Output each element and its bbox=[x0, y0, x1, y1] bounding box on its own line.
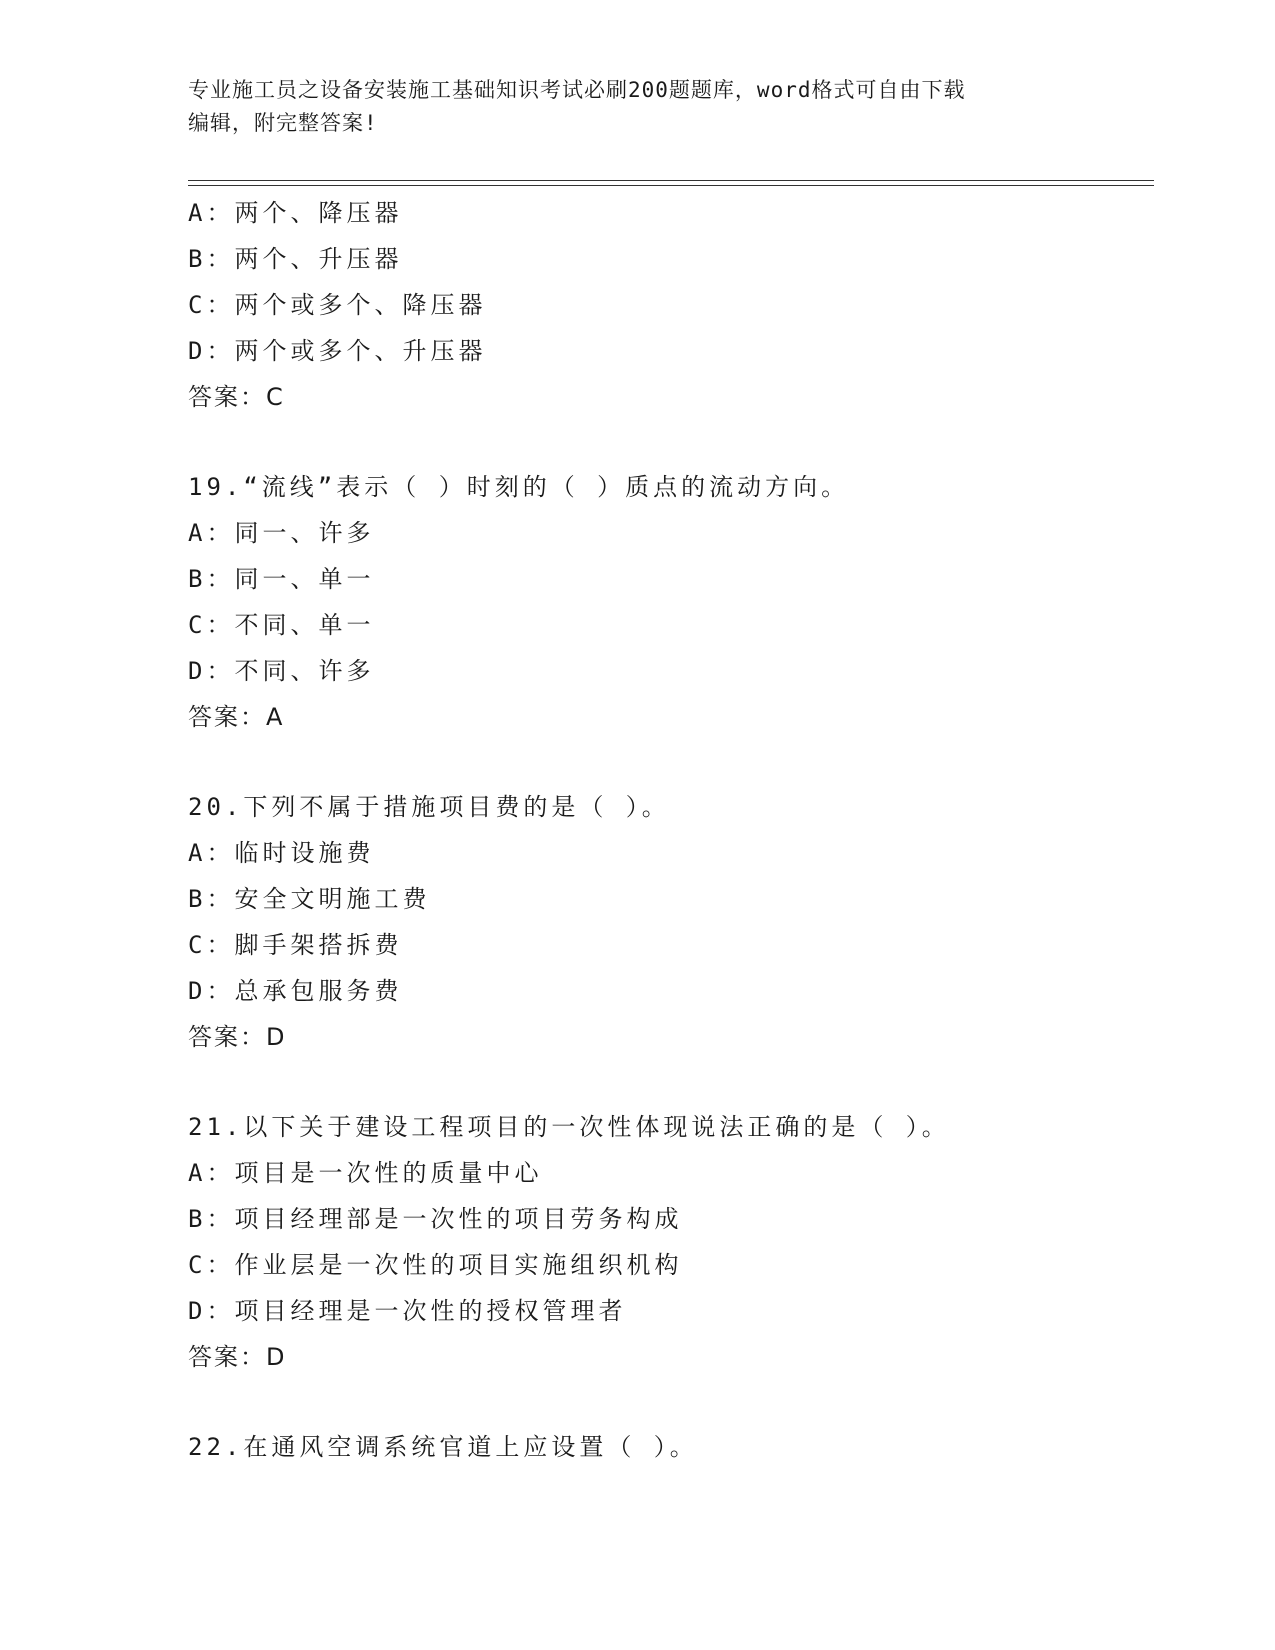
option-b: B：项目经理部是一次性的项目劳务构成 bbox=[188, 1205, 683, 1233]
option-d: D：不同、许多 bbox=[188, 657, 375, 685]
option-d: D：项目经理是一次性的授权管理者 bbox=[188, 1297, 627, 1325]
option-c: C：不同、单一 bbox=[188, 611, 375, 639]
option-b: B：同一、单一 bbox=[188, 565, 375, 593]
option-d: D：两个或多个、升压器 bbox=[188, 337, 487, 365]
question-stem: 20.下列不属于措施项目费的是（ ）。 bbox=[188, 793, 670, 821]
option-c: C：作业层是一次性的项目实施组织机构 bbox=[188, 1251, 683, 1279]
document-header bbox=[188, 74, 1088, 140]
option-d: D：总承包服务费 bbox=[188, 977, 403, 1005]
header-divider bbox=[188, 180, 1154, 186]
option-c: C：脚手架搭拆费 bbox=[188, 931, 403, 959]
answer: 答案：C bbox=[188, 383, 285, 411]
question-22 bbox=[188, 1424, 1154, 1470]
option-a: A：项目是一次性的质量中心 bbox=[188, 1159, 543, 1187]
question-stem: 22.在通风空调系统官道上应设置（ ）。 bbox=[188, 1433, 698, 1461]
answer: 答案：A bbox=[188, 703, 285, 731]
question-list bbox=[188, 190, 1154, 1470]
option-b: B：安全文明施工费 bbox=[188, 885, 431, 913]
question-21 bbox=[188, 1104, 1154, 1380]
question-stem: 21.以下关于建设工程项目的一次性体现说法正确的是（ ）。 bbox=[188, 1113, 950, 1141]
option-a: A：两个、降压器 bbox=[188, 199, 403, 227]
option-a: A：同一、许多 bbox=[188, 519, 375, 547]
option-a: A：临时设施费 bbox=[188, 839, 375, 867]
option-b: B：两个、升压器 bbox=[188, 245, 403, 273]
header-line-2: 编辑，附完整答案! bbox=[188, 111, 378, 135]
question-18 bbox=[188, 190, 1154, 420]
option-c: C：两个或多个、降压器 bbox=[188, 291, 487, 319]
answer: 答案：D bbox=[188, 1023, 287, 1051]
header-line-1: 专业施工员之设备安装施工基础知识考试必刷200题题库，word格式可自由下载 bbox=[188, 78, 966, 102]
question-20 bbox=[188, 784, 1154, 1060]
question-stem: 19.“流线”表示（ ）时刻的（ ）质点的流动方向。 bbox=[188, 473, 850, 501]
answer: 答案：D bbox=[188, 1343, 287, 1371]
question-19 bbox=[188, 464, 1154, 740]
